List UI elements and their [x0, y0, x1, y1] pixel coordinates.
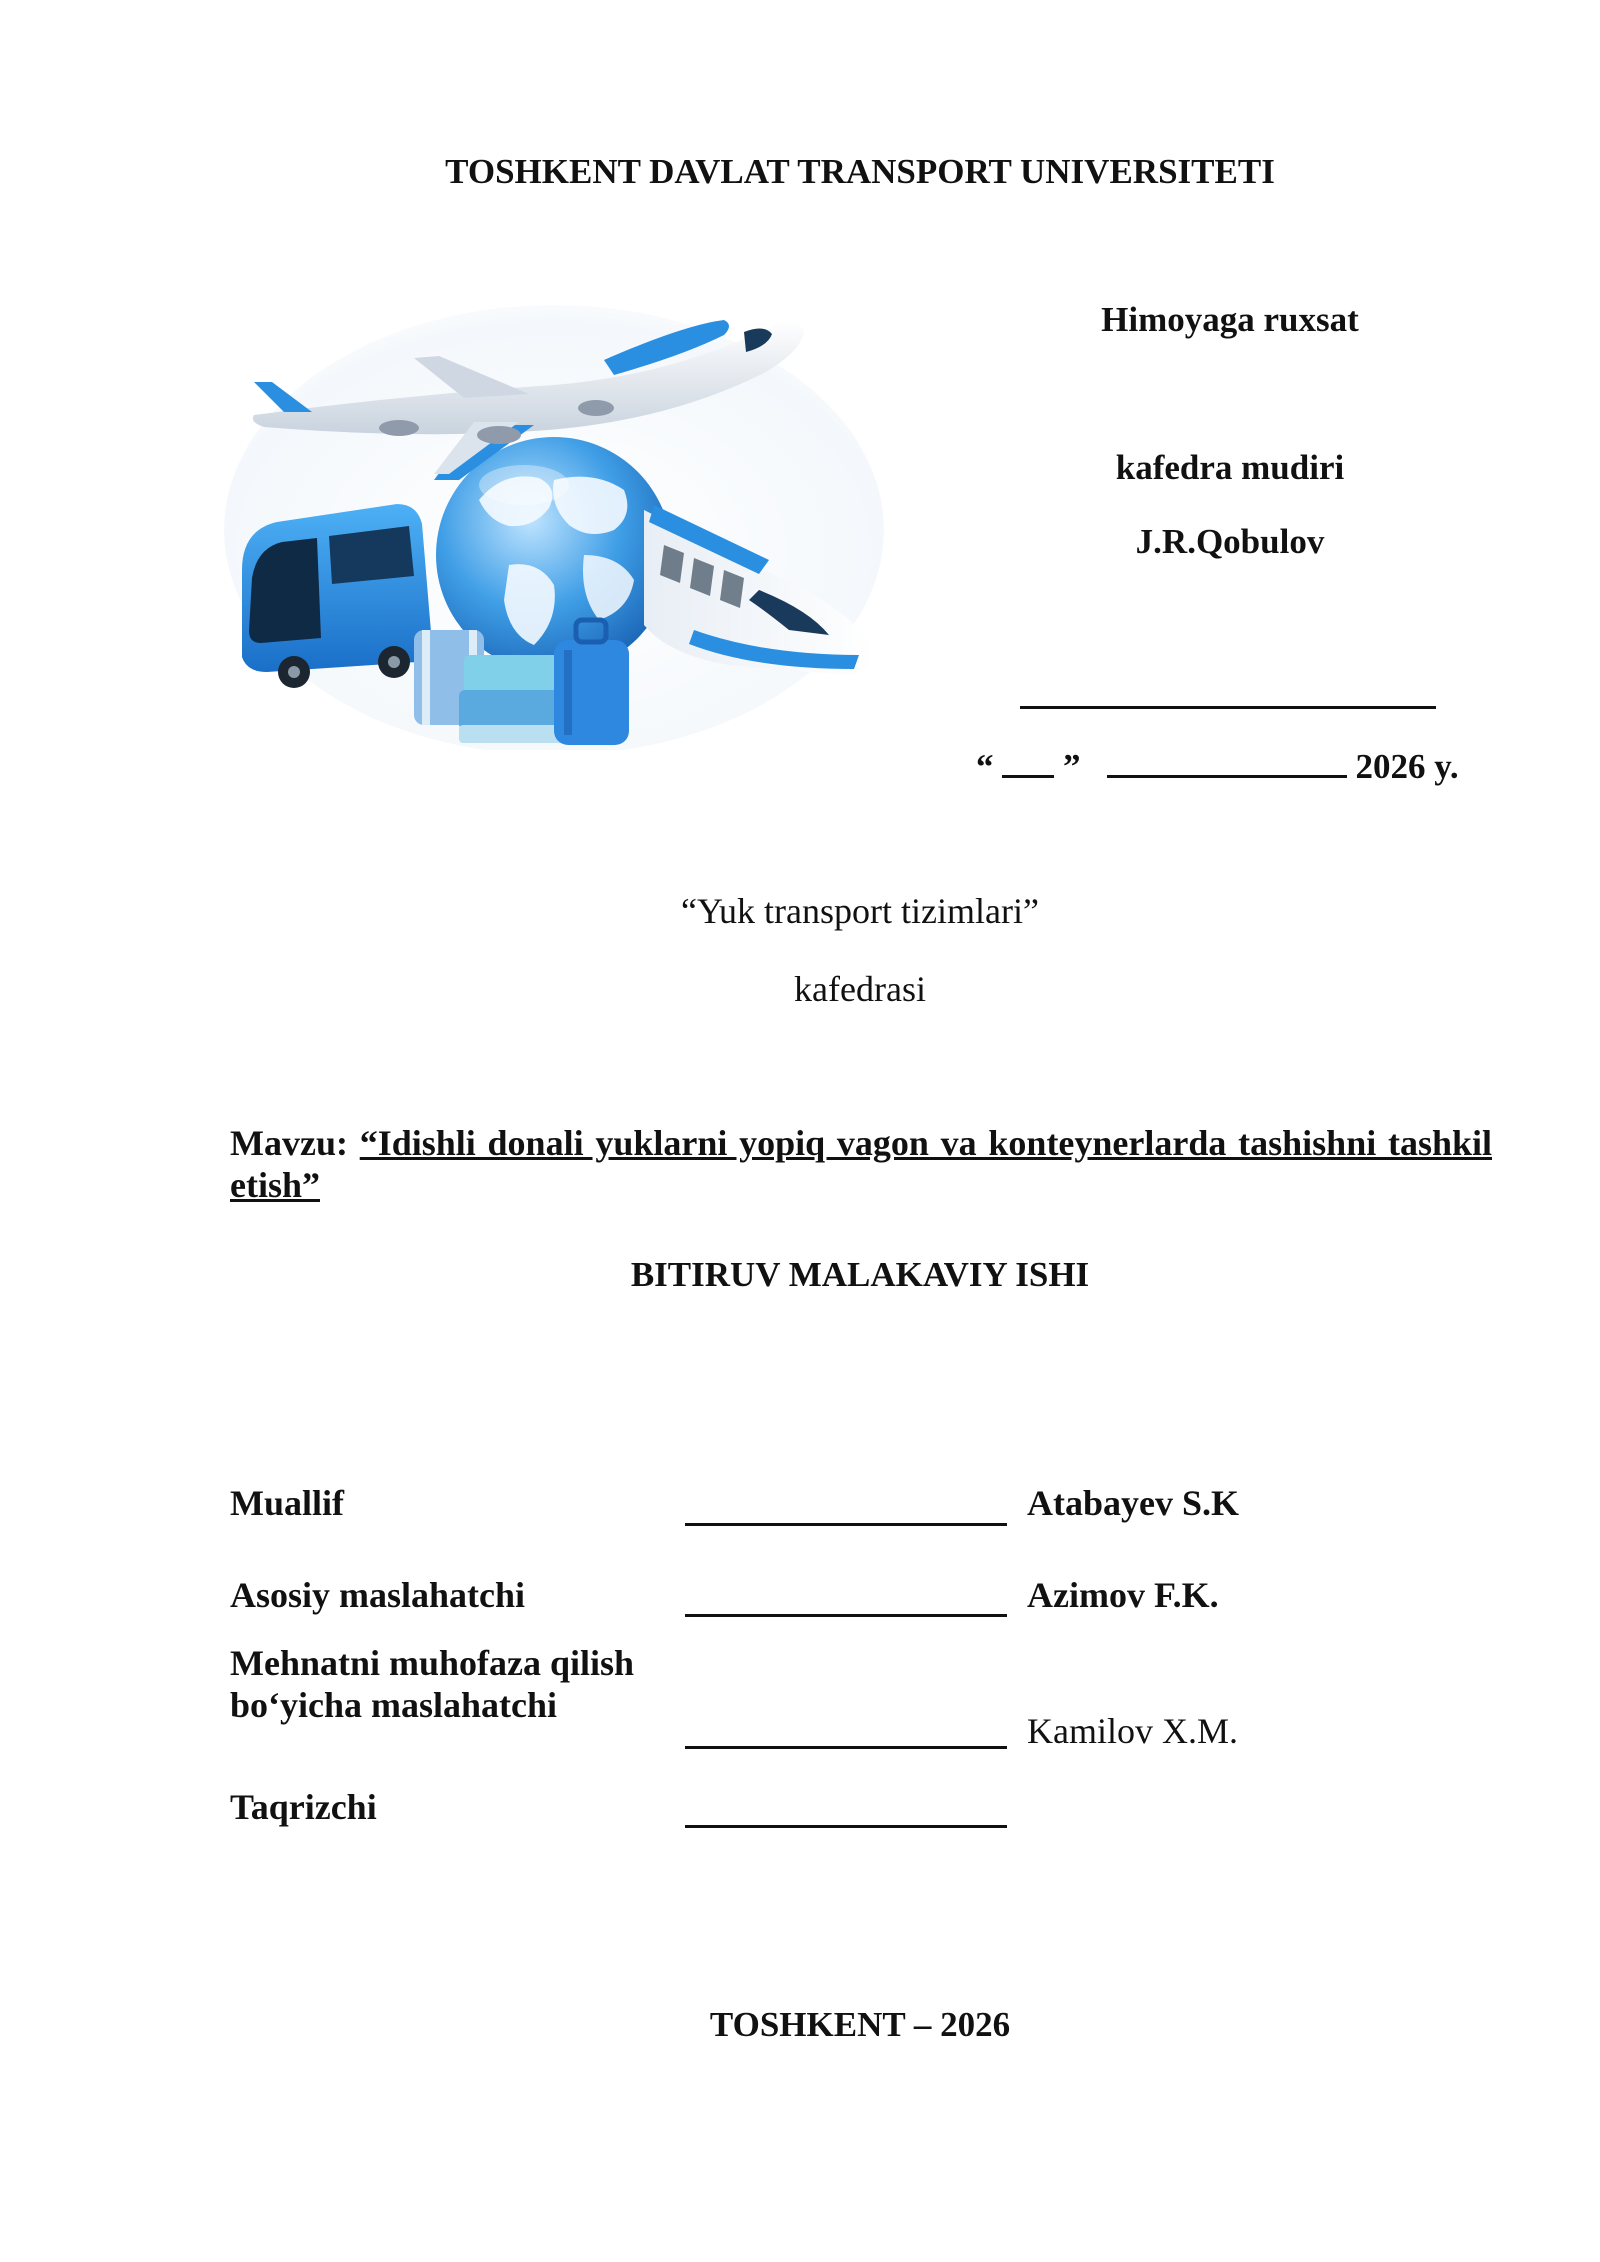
signature-role-reviewer: Taqrizchi: [230, 1787, 377, 1827]
signature-line-safety-advisor: [685, 1746, 1007, 1749]
date-close-quote: ”: [1063, 747, 1081, 786]
work-type-heading: BITIRUV MALAKAVIY ISHI: [630, 1255, 1090, 1294]
signature-role-main-advisor: Asosiy maslahatchi: [230, 1575, 526, 1615]
topic-label: Mavzu:: [230, 1123, 348, 1163]
date-year: 2026 y.: [1355, 747, 1459, 786]
date-open-quote: “: [976, 747, 994, 786]
approval-date: [976, 745, 1459, 787]
signature-line-main-advisor: [685, 1614, 1007, 1617]
transport-illustration: [224, 300, 884, 750]
department-head-title: kafedra mudiri: [1115, 448, 1345, 487]
day-blank: [1002, 745, 1054, 778]
university-name: TOSHKENT DAVLAT TRANSPORT UNIVERSITETI: [445, 152, 1275, 191]
signature-name-safety-advisor: Kamilov X.M.: [1027, 1711, 1238, 1751]
signature-name-author: Atabayev S.K: [1027, 1483, 1240, 1523]
month-blank: [1107, 745, 1347, 778]
department-label: kafedrasi: [794, 969, 926, 1009]
department-name: “Yuk transport tizimlari”: [681, 891, 1039, 931]
safety-advisor-role-line2: bo‘yicha maslahatchi: [230, 1685, 558, 1725]
department-head-name: J.R.Qobulov: [1135, 522, 1325, 561]
approval-signature-line: [1020, 706, 1436, 709]
signature-line-reviewer: [685, 1825, 1007, 1828]
thesis-topic: [230, 1122, 1492, 1206]
approval-title: Himoyaga ruxsat: [1101, 300, 1359, 339]
topic-title: “Idishli donali yuklarni yopiq vagon va konteynerlarda tashishni tashkil etish”: [230, 1123, 1493, 1205]
city-year: TOSHKENT – 2026: [709, 2005, 1011, 2044]
safety-advisor-role-line1: Mehnatni muhofaza qilish: [230, 1643, 635, 1683]
bus-icon: [242, 504, 432, 688]
signature-name-main-advisor: Azimov F.K.: [1027, 1575, 1219, 1615]
signature-line-author: [685, 1523, 1007, 1526]
signature-role-safety-advisor: [230, 1642, 690, 1726]
signature-role-author: Muallif: [230, 1483, 344, 1523]
